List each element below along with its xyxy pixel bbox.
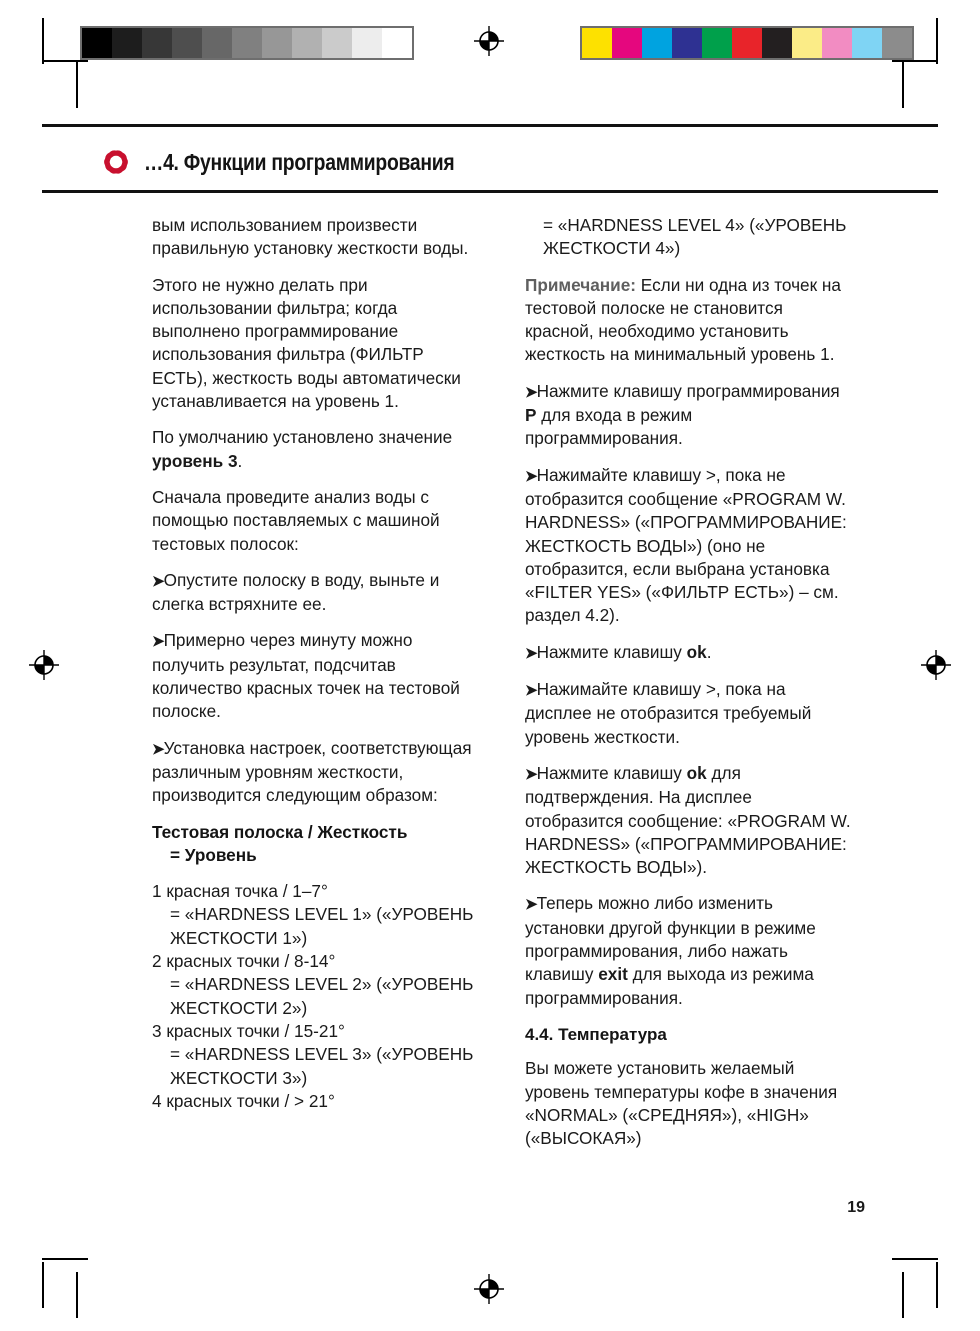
calibration-patch-3	[672, 28, 702, 58]
hardness-table-heading-line2: = Уровень	[170, 844, 257, 865]
hardness-level-4-text: = «HARDNESS LEVEL 4» («УРОВЕНЬ ЖЕСТКОСТИ 4»)	[543, 215, 847, 259]
crop-mark-br-v	[936, 1262, 938, 1308]
step-press-ok-suffix: .	[706, 641, 712, 662]
crop-mark-tl-v2	[76, 62, 78, 108]
step-settings-intro-text: Установка настроек, соответствующая различным уровням жесткости, производится следующим образом:	[152, 737, 472, 806]
step-confirm-key: ok	[686, 762, 707, 783]
right-column	[525, 214, 852, 1163]
default-prefix: По умолчанию установлено значение	[152, 427, 453, 448]
calibration-patch-8	[322, 28, 352, 58]
step-press-next-text: Нажимайте клавишу >, пока не отобразится сообщение «PROGRAM W. HARDNESS» («ПРОГРАММИРОВАНИЕ: ЖЕСТКОСТЬ ВОДЫ») (оно не отобразится, если выбрана установка «FILTER YES» («ФИЛЬТР ЕСТЬ») – см. раздел 4.2).	[525, 464, 847, 626]
note-block	[525, 274, 852, 367]
calibration-patch-7	[792, 28, 822, 58]
hardness-row-3-dots: 3 красных точки / 15-21°	[152, 1020, 345, 1041]
step-press-p	[525, 380, 852, 451]
paragraph-default-level	[152, 426, 479, 473]
left-column	[152, 214, 479, 1163]
color-calibration-strip	[580, 26, 914, 60]
note-text: Если ни одна из точек на тестовой полоске не становится красной, необходимо установить жесткость на минимальный уровень 1.	[525, 274, 841, 365]
step-press-ok	[525, 641, 852, 665]
step-wait-minute-text: Примерно через минуту можно получить результат, подсчитав количество красных точек на тестовой полоске.	[152, 630, 460, 722]
arrow-bullet-icon: ➤	[152, 740, 164, 758]
arrow-bullet-icon: ➤	[525, 765, 537, 783]
hardness-row-1	[152, 880, 479, 950]
calibration-patch-10	[882, 28, 912, 58]
arrow-bullet-icon: ➤	[152, 633, 164, 651]
calibration-patch-9	[852, 28, 882, 58]
calibration-patch-5	[732, 28, 762, 58]
hardness-row-3-level: = «HARDNESS LEVEL 3» («УРОВЕНЬ ЖЕСТКОСТИ 3»)	[170, 1044, 474, 1088]
calibration-patch-6	[262, 28, 292, 58]
hardness-row-4	[152, 1090, 479, 1113]
step-confirm-suffix: для подтверждения. На дисплее отобразится сообщение: «PROGRAM W. HARDNESS» («ПРОГРАММИРОВАНИЕ: ЖЕСТКОСТЬ ВОДЫ»).	[525, 762, 851, 878]
body-columns	[152, 214, 852, 1163]
default-bold-value: уровень 3	[152, 450, 238, 471]
crop-mark-tl-v	[42, 18, 44, 64]
hardness-row-4-dots: 4 красных точки / > 21°	[152, 1090, 335, 1111]
hardness-row-2-dots: 2 красных точки / 8-14°	[152, 951, 336, 972]
step-press-ok-prefix: Нажмите клавишу	[536, 641, 687, 662]
hardness-table-heading-line1: Тестовая полоска / Жесткость	[152, 821, 408, 842]
hardness-row-1-level: = «HARDNESS LEVEL 1» («УРОВЕНЬ ЖЕСТКОСТИ 1»)	[170, 904, 474, 948]
crop-mark-bl-v	[42, 1262, 44, 1308]
crop-mark-tr-v2	[902, 62, 904, 108]
calibration-patch-2	[142, 28, 172, 58]
step-select-level	[525, 678, 852, 749]
calibration-patch-4	[702, 28, 732, 58]
calibration-patch-1	[612, 28, 642, 58]
registration-mark-bottom	[472, 1272, 506, 1306]
calibration-patch-10	[382, 28, 412, 58]
calibration-patch-0	[82, 28, 112, 58]
step-exit-prefix: Теперь можно либо изменить установки другой функции в режиме программирования, либо нажать клавишу	[525, 893, 816, 985]
calibration-patch-2	[642, 28, 672, 58]
calibration-patch-6	[762, 28, 792, 58]
hardness-level-4	[525, 214, 852, 261]
hardness-row-1-dots: 1 красная точка / 1–7°	[152, 881, 328, 902]
step-confirm-prefix: Нажмите клавишу	[536, 762, 687, 783]
crop-mark-bl-v2	[76, 1272, 78, 1318]
hardness-row-3	[152, 1020, 479, 1090]
page-title: …4. Функции программирования	[144, 148, 455, 175]
paragraph-water-analysis: Сначала проведите анализ воды с помощью поставляемых с машиной тестовых полосок:	[152, 486, 440, 554]
crop-mark-tl-h	[42, 60, 88, 62]
arrow-bullet-icon: ➤	[152, 572, 164, 590]
crop-mark-tr-v	[936, 18, 938, 64]
arrow-bullet-icon: ➤	[525, 383, 537, 401]
step-exit-suffix: для выхода из режима программирования.	[525, 964, 814, 1008]
step-press-next	[525, 464, 852, 628]
hardness-table-heading	[152, 821, 479, 868]
paragraph-continuation: вым использованием произвести правильную установку жесткости воды.	[152, 215, 469, 259]
arrow-bullet-icon: ➤	[525, 644, 537, 662]
registration-mark-top	[472, 24, 506, 58]
registration-mark-right	[919, 648, 953, 682]
crop-mark-br-v2	[902, 1272, 904, 1318]
step-confirm	[525, 762, 852, 879]
calibration-patch-7	[292, 28, 322, 58]
calibration-patch-0	[582, 28, 612, 58]
saeco-rosette-logo-icon	[96, 143, 136, 181]
page-number: 19	[847, 1199, 865, 1216]
step-press-p-key: P	[525, 405, 537, 426]
paragraph-filter: Этого не нужно делать при использовании фильтра; когда выполнено программирование использования фильтра (ФИЛЬТР ЕСТЬ), жесткость воды автоматически устанавливается на уровень 1.	[152, 274, 461, 412]
section-heading-temperature: 4.4. Температура	[525, 1024, 667, 1044]
step-exit-key: exit	[598, 964, 628, 985]
registration-mark-left	[27, 648, 61, 682]
hardness-row-2-level: = «HARDNESS LEVEL 2» («УРОВЕНЬ ЖЕСТКОСТИ 2»)	[170, 974, 474, 1018]
step-settings-intro	[152, 737, 479, 808]
step-exit	[525, 892, 852, 1009]
step-press-ok-key: ok	[686, 641, 707, 662]
note-label: Примечание:	[525, 274, 637, 295]
calibration-patch-3	[172, 28, 202, 58]
step-dip-strip-text: Опустите полоску в воду, выньте и слегка встряхните ее.	[152, 569, 440, 615]
crop-mark-tr-h	[892, 60, 938, 62]
arrow-bullet-icon: ➤	[525, 896, 537, 914]
section-body-temperature: Вы можете установить желаемый уровень температуры кофе в значения «NORMAL» («СРЕДНЯЯ»), «HIGH» («ВЫСОКАЯ»)	[525, 1058, 838, 1149]
step-press-p-prefix: Нажмите клавишу программирования	[536, 380, 840, 401]
default-suffix: .	[237, 450, 243, 471]
calibration-patch-4	[202, 28, 232, 58]
calibration-patch-1	[112, 28, 142, 58]
header-rule-top	[42, 124, 938, 127]
calibration-patch-8	[822, 28, 852, 58]
crop-mark-br-h	[892, 1258, 938, 1260]
grayscale-calibration-strip	[80, 26, 414, 60]
hardness-row-2	[152, 950, 479, 1020]
step-wait-minute	[152, 629, 479, 723]
step-select-level-text: Нажимайте клавишу >, пока на дисплее не отобразится требуемый уровень жесткости.	[525, 679, 812, 747]
step-dip-strip	[152, 569, 479, 617]
arrow-bullet-icon: ➤	[525, 467, 537, 485]
calibration-patch-9	[352, 28, 382, 58]
page-header	[96, 140, 514, 184]
crop-mark-bl-h	[42, 1258, 88, 1260]
arrow-bullet-icon: ➤	[525, 682, 537, 700]
step-press-p-suffix: для входа в режим программирования.	[525, 405, 693, 449]
header-rule-bottom	[42, 190, 938, 193]
calibration-patch-5	[232, 28, 262, 58]
